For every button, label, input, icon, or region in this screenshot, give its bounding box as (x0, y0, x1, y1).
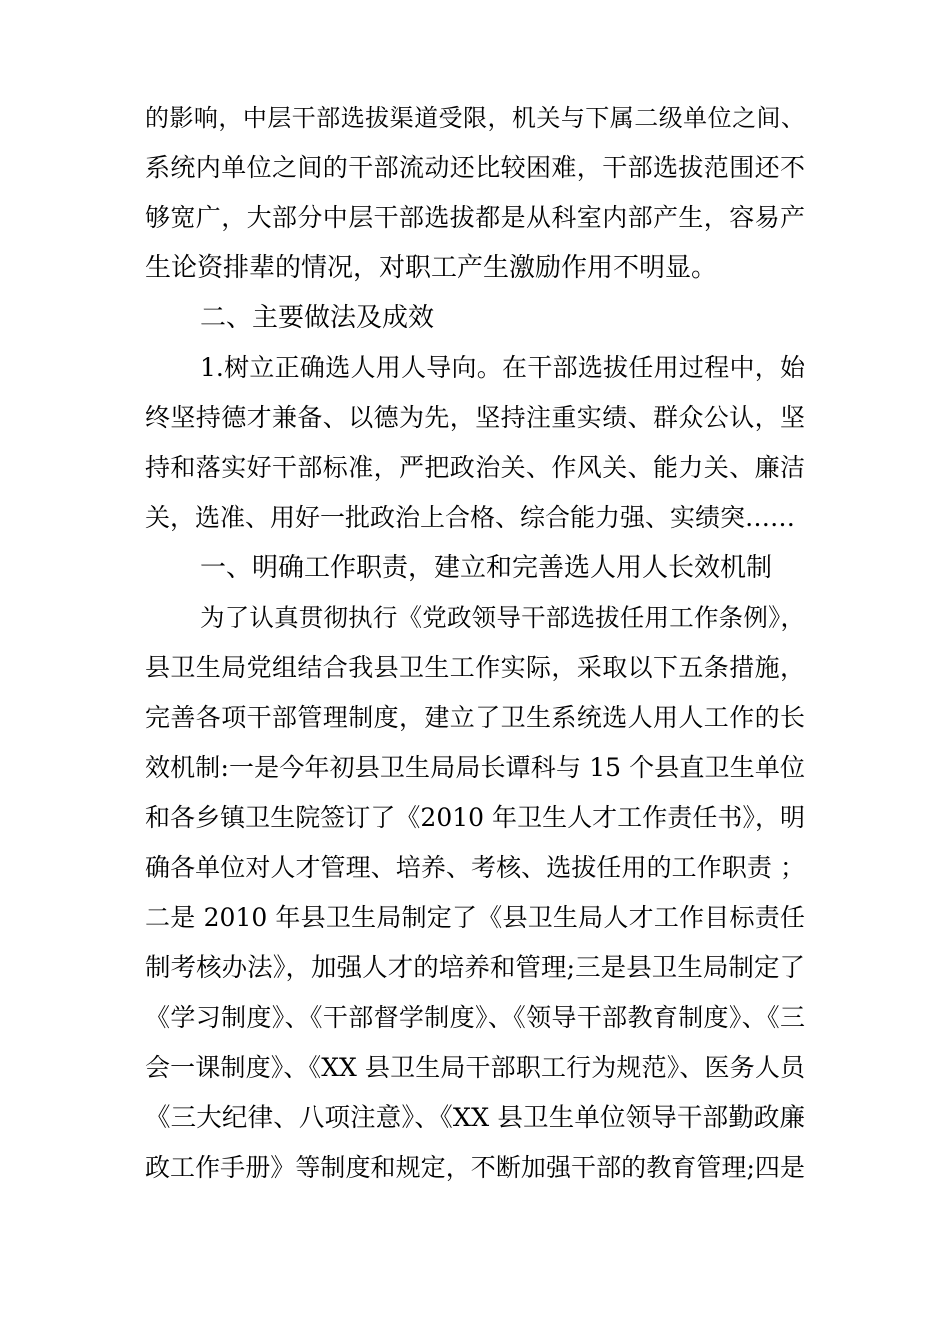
paragraph-line-3: 够宽广，大部分中层干部选拔都是从科室内部产生，容易产 (145, 203, 805, 232)
section-heading-2: 二、主要做法及成效 (200, 303, 435, 333)
paragraph-line-9: 关，选准、用好一批政治上合格、综合能力强、实绩突…… (145, 503, 796, 532)
paragraph-line-14: 效机制:一是今年初县卫生局局长谭科与 15 个县直卫生单位 (145, 753, 805, 782)
paragraph-line-17: 二是 2010 年县卫生局制定了《县卫生局人才工作目标责任 (145, 903, 805, 932)
paragraph-line-16: 确各单位对人才管理、培养、考核、选拔任用的工作职责 ； (145, 853, 805, 882)
paragraph-line-2: 系统内单位之间的干部流动还比较困难，干部选拔范围还不 (145, 153, 805, 182)
paragraph-line-6: 1.树立正确选人用人导向。在干部选拔任用过程中，始 (200, 353, 805, 382)
paragraph-line-20: 会一课制度》、《XX 县卫生局干部职工行为规范》、医务人员 (145, 1053, 805, 1082)
paragraph-line-22: 政工作手册》等制度和规定，不断加强干部的教育管理;四是 (145, 1153, 805, 1182)
paragraph-line-4: 生论资排辈的情况，对职工产生激励作用不明显。 (145, 253, 718, 283)
paragraph-line-8: 持和落实好干部标准，严把政治关、作风关、能力关、廉洁 (145, 453, 805, 482)
paragraph-line-18: 制考核办法》，加强人才的培养和管理;三是县卫生局制定了 (145, 953, 805, 983)
paragraph-line-12: 县卫生局党组结合我县卫生工作实际，采取以下五条措施， (145, 653, 805, 682)
paragraph-line-11: 为了认真贯彻执行《党政领导干部选拔任用工作条例》， (200, 603, 805, 632)
paragraph-line-13: 完善各项干部管理制度，建立了卫生系统选人用人工作的长 (145, 703, 805, 732)
paragraph-line-19: 《学习制度》、《干部督学制度》、《领导干部教育制度》、《三 (145, 1003, 805, 1032)
paragraph-line-1: 的影响，中层干部选拔渠道受限，机关与下属二级单位之间、 (145, 104, 805, 132)
paragraph-line-21: 《三大纪律、八项注意》、《XX 县卫生单位领导干部勤政廉 (145, 1103, 805, 1133)
paragraph-line-15: 和各乡镇卫生院签订了《2010 年卫生人才工作责任书》，明 (145, 803, 805, 832)
section-heading-1: 一、明确工作职责，建立和完善选人用人长效机制 (200, 553, 773, 583)
paragraph-line-7: 终坚持德才兼备、以德为先，坚持注重实绩、群众公认，坚 (145, 403, 805, 432)
